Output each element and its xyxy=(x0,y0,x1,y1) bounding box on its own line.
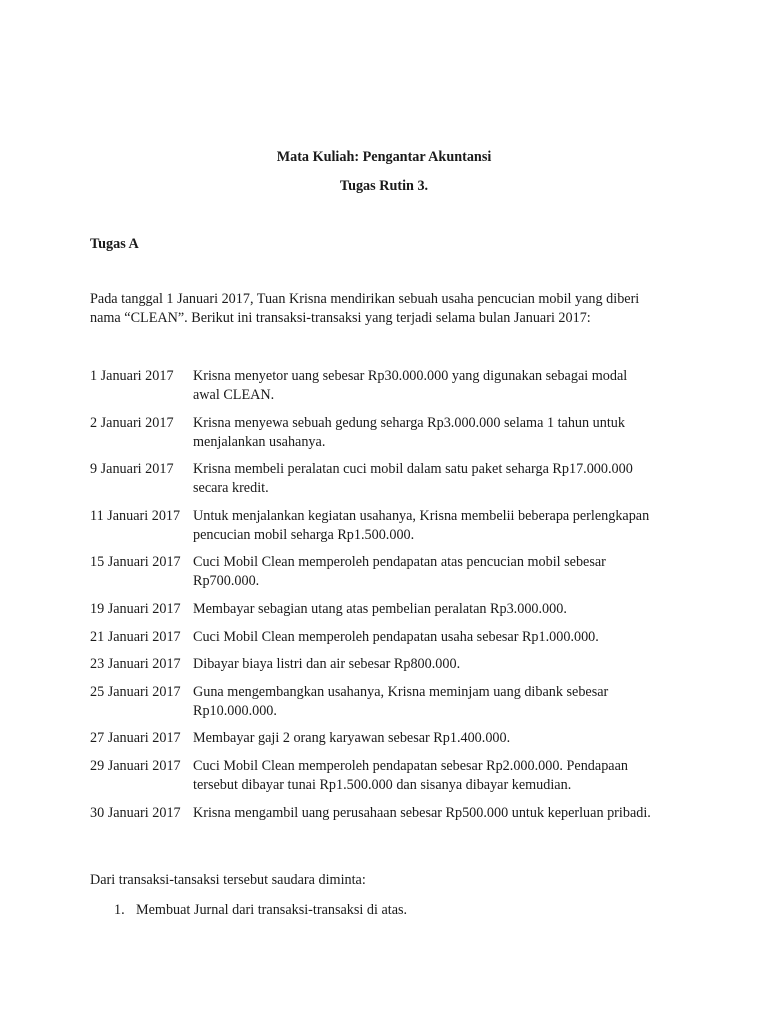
transaction-description xyxy=(193,460,690,498)
transaction-date: 15 Januari 2017 xyxy=(90,554,181,571)
transaction-item xyxy=(90,414,690,452)
description-line: Untuk menjalankan kegiatan usahanya, Krisna membelii beberapa perlengkapan xyxy=(193,507,650,524)
request-text: Dari transaksi-tansaksi tersebut saudara diminta: xyxy=(90,872,366,888)
transaction-date: 29 Januari 2017 xyxy=(90,757,181,774)
transaction-date: 27 Januari 2017 xyxy=(90,730,181,747)
list-number: 1. xyxy=(114,902,125,918)
description-line: Krisna menyetor uang sebesar Rp30.000.000 yang digunakan sebagai modal xyxy=(193,368,628,384)
intro-line: Pada tanggal 1 Januari 2017, Tuan Krisna mendirikan sebuah usaha pencucian mobil yang diberi xyxy=(90,291,640,307)
transaction-date: 30 Januari 2017 xyxy=(90,804,181,821)
transaction-date: 1 Januari 2017 xyxy=(90,368,174,384)
transaction-description xyxy=(193,628,690,647)
description-line: Rp700.000. xyxy=(193,573,260,590)
description-line: Krisna menyewa sebuah gedung seharga Rp3.000.000 selama 1 tahun untuk xyxy=(193,414,625,431)
transaction-date: 21 Januari 2017 xyxy=(90,628,181,645)
transaction-item xyxy=(90,729,690,748)
description-line: Rp10.000.000. xyxy=(193,702,277,719)
intro-line: nama “CLEAN”. Berikut ini transaksi-transaksi yang terjadi selama bulan Januari 2017: xyxy=(90,310,591,326)
description-line: Krisna membeli peralatan cuci mobil dalam satu paket seharga Rp17.000.000 xyxy=(193,461,633,478)
transaction-description xyxy=(193,600,690,619)
description-line: tersebut dibayar tunai Rp1.500.000 dan sisanya dibayar kemudian. xyxy=(193,776,572,793)
numbered-list-item xyxy=(114,902,407,919)
course-title: Mata Kuliah: Pengantar Akuntansi xyxy=(276,149,492,165)
transaction-item xyxy=(90,655,690,674)
description-line: Krisna mengambil uang perusahaan sebesar Rp500.000 untuk keperluan pribadi. xyxy=(193,804,651,821)
description-line: pencucian mobil seharga Rp1.500.000. xyxy=(193,526,415,543)
transaction-date: 19 Januari 2017 xyxy=(90,600,181,617)
description-line: Membayar sebagian utang atas pembelian peralatan Rp3.000.000. xyxy=(193,600,567,617)
transaction-item xyxy=(90,683,690,721)
description-line: Guna mengembangkan usahanya, Krisna meminjam uang dibank sebesar xyxy=(193,683,609,700)
transaction-date: 11 Januari 2017 xyxy=(90,507,181,524)
transaction-description xyxy=(193,655,690,674)
description-line: Membayar gaji 2 orang karyawan sebesar Rp1.400.000. xyxy=(193,730,511,747)
section-heading: Tugas A xyxy=(90,236,139,252)
description-line: Cuci Mobil Clean memperoleh pendapatan atas pencucian mobil sebesar xyxy=(193,554,606,571)
transaction-date: 9 Januari 2017 xyxy=(90,461,174,478)
transaction-item xyxy=(90,367,690,405)
transaction-description xyxy=(193,683,690,721)
transaction-list xyxy=(90,367,690,831)
transaction-item xyxy=(90,553,690,591)
transaction-item xyxy=(90,804,690,823)
description-line: Cuci Mobil Clean memperoleh pendapatan sebesar Rp2.000.000. Pendapaan xyxy=(193,757,628,774)
assignment-title: Tugas Rutin 3. xyxy=(339,178,429,194)
transaction-item xyxy=(90,628,690,647)
intro-paragraph xyxy=(90,290,690,328)
transaction-description xyxy=(193,729,690,748)
transaction-item xyxy=(90,757,690,795)
transaction-description xyxy=(193,553,690,591)
transaction-description xyxy=(193,367,690,405)
list-item-text: Membuat Jurnal dari transaksi-transaksi di atas. xyxy=(136,902,408,918)
description-line: Cuci Mobil Clean memperoleh pendapatan usaha sebesar Rp1.000.000. xyxy=(193,628,599,645)
transaction-description xyxy=(193,804,690,823)
description-line: Dibayar biaya listri dan air sebesar Rp800.000. xyxy=(193,656,461,673)
transaction-date: 25 Januari 2017 xyxy=(90,683,181,700)
description-line: awal CLEAN. xyxy=(193,387,275,403)
transaction-date: 2 Januari 2017 xyxy=(90,414,174,431)
transaction-description xyxy=(193,414,690,452)
description-line: menjalankan usahanya. xyxy=(193,433,326,450)
transaction-item xyxy=(90,600,690,619)
transaction-date: 23 Januari 2017 xyxy=(90,656,181,673)
description-line: secara kredit. xyxy=(193,480,269,497)
transaction-description xyxy=(193,507,690,545)
transaction-item xyxy=(90,507,690,545)
transaction-description xyxy=(193,757,690,795)
transaction-item xyxy=(90,460,690,498)
